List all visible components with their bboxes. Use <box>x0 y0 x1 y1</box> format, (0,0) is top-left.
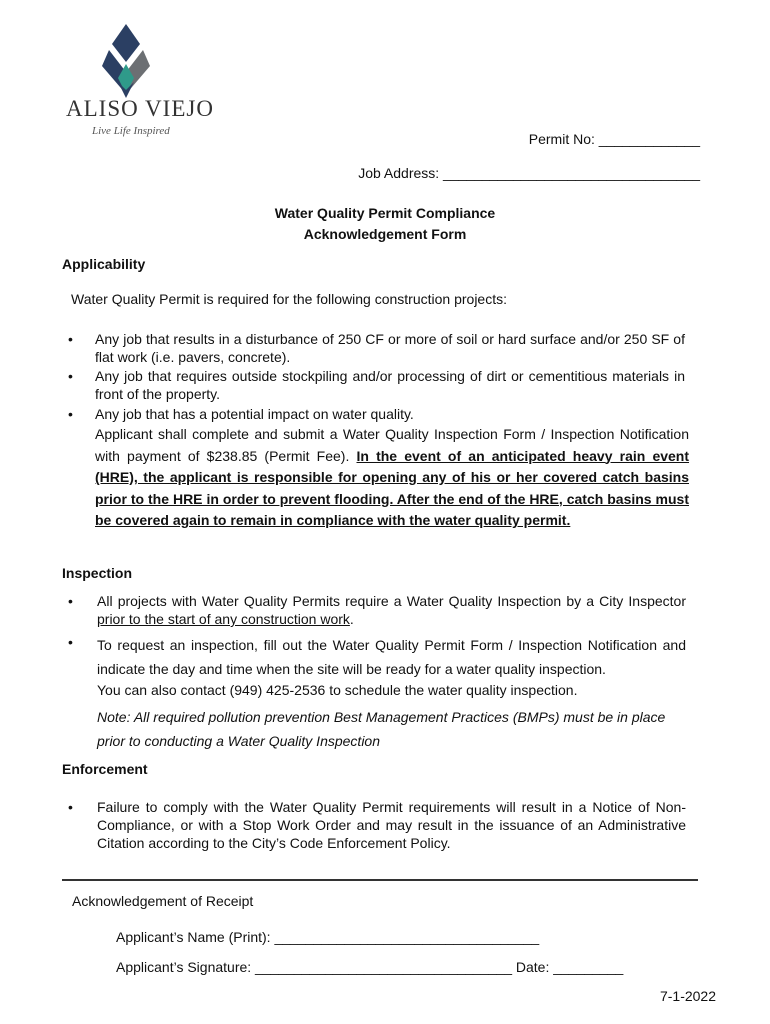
applicant-name-field[interactable]: Applicant’s Name (Print): __________________________________ <box>116 929 540 945</box>
hre-paragraph-plain: Applicant shall complete and submit a Water Quality Inspection Form / Inspection Notification with payment of $238.85 (Permit Fee). <box>95 426 689 464</box>
logo-diamond-top <box>112 24 140 62</box>
applicability-bullet-2: Any job that requires outside stockpiling and/or processing of dirt or cementitious materials in front of the property. <box>95 368 685 402</box>
city-logo <box>62 20 212 140</box>
bullet-dot: • <box>68 593 73 609</box>
inspection-bullet-1-end: . <box>349 611 354 627</box>
applicability-bullet-1: Any job that results in a disturbance of 250 CF or more of soil or hard surface and/or 250 SF of flat work (i.e. pavers, concrete). <box>95 331 685 365</box>
form-title <box>0 203 770 245</box>
inspection-heading: Inspection <box>62 565 133 581</box>
logo-tagline: Live Life Inspired <box>92 125 170 137</box>
inspection-bullet-1-plain: All projects with Water Quality Permits require a Water Quality Inspection by a City Inspector <box>97 593 686 609</box>
acknowledgement-heading: Acknowledgement of Receipt <box>72 893 254 909</box>
applicability-bullet-3: Any job that has a potential impact on water quality. <box>95 406 414 422</box>
inspection-bullet-1 <box>97 592 686 628</box>
job-address-field[interactable]: Job Address: _________________________________ <box>358 165 700 181</box>
applicability-intro: Water Quality Permit is required for the following construction projects: <box>71 291 507 307</box>
form-title-line2: Acknowledgement Form <box>303 226 467 242</box>
bullet-dot: • <box>68 799 73 815</box>
enforcement-bullet: Failure to comply with the Water Quality Permit requirements will result in a Notice of Non-Compliance, or with a Stop Work Order and may result in the issuance of an Administrative Citation according to the City’s Code Enforcement Policy. <box>97 799 686 851</box>
hre-paragraph-bold: In the event of an anticipated heavy rain event (HRE), the applicant is responsible for opening any of his or her covered catch basins prior to the HRE in order to prevent flooding. After the end of the HRE, catch basins must be covered again to remain in compliance with the water quality permit. <box>95 447 690 528</box>
applicability-heading: Applicability <box>62 256 146 272</box>
enforcement-heading: Enforcement <box>62 761 148 777</box>
inspection-bullet-1-underline: prior to the start of any construction work <box>97 611 350 627</box>
bullet-dot: • <box>68 368 73 384</box>
bullet-dot: • <box>68 406 73 422</box>
logo-name: ALISO VIEJO <box>66 96 214 121</box>
inspection-contact: You can also contact (949) 425-2536 to schedule the water quality inspection. <box>97 682 578 698</box>
hre-paragraph <box>95 424 689 532</box>
inspection-bullet-2: To request an inspection, fill out the Water Quality Permit Form / Inspection Notification and indicate the day and time when the site will be ready for a water quality inspection. <box>97 637 686 677</box>
applicant-signature-field[interactable]: Applicant’s Signature: _________________________________ Date: _________ <box>116 959 624 975</box>
bullet-dot: • <box>68 634 73 650</box>
permit-number-field[interactable]: Permit No: _____________ <box>528 131 700 147</box>
form-title-line1: Water Quality Permit Compliance <box>274 205 496 221</box>
bullet-dot: • <box>68 331 73 347</box>
section-divider <box>62 879 698 881</box>
inspection-note: Note: All required pollution prevention Best Management Practices (BMPs) must be in place prior to conducting a Water Quality Inspection <box>97 709 666 749</box>
revision-date: 7-1-2022 <box>659 988 716 1004</box>
